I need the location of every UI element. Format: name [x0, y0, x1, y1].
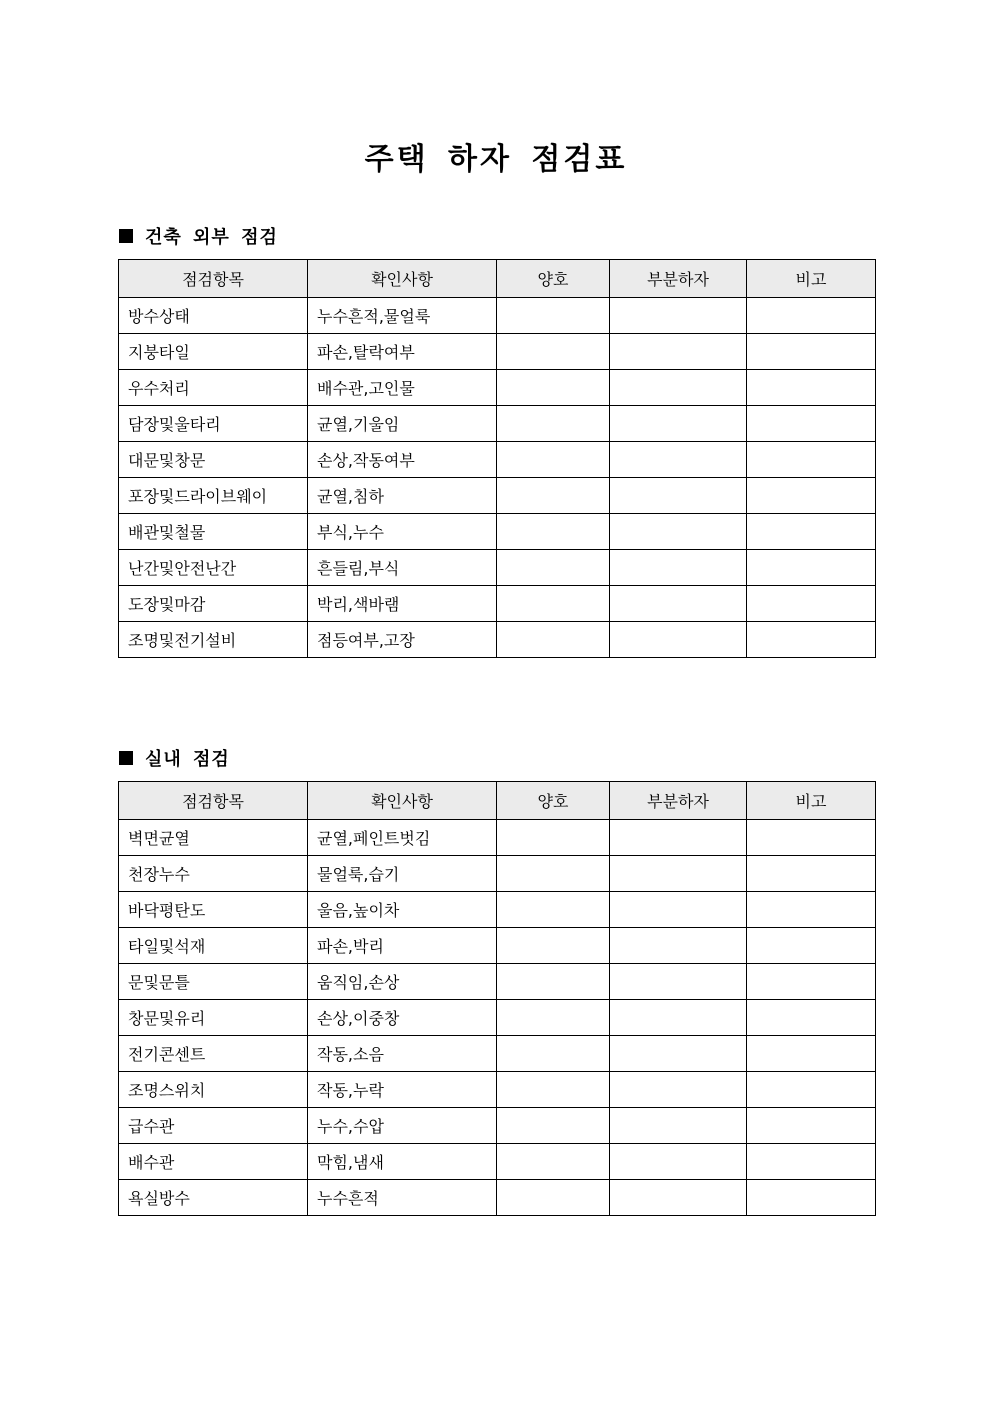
- column-header-good: 양호: [497, 782, 610, 820]
- partial-defect-checkbox-cell[interactable]: [610, 622, 747, 658]
- partial-defect-checkbox-cell[interactable]: [610, 1000, 747, 1036]
- detail-cell: 파손,탈락여부: [308, 334, 497, 370]
- item-cell: 대문및창문: [119, 442, 308, 478]
- note-cell[interactable]: [747, 1036, 876, 1072]
- note-cell[interactable]: [747, 892, 876, 928]
- good-checkbox-cell[interactable]: [497, 928, 610, 964]
- partial-defect-checkbox-cell[interactable]: [610, 586, 747, 622]
- good-checkbox-cell[interactable]: [497, 586, 610, 622]
- good-checkbox-cell[interactable]: [497, 1072, 610, 1108]
- detail-cell: 균열,페인트벗김: [308, 820, 497, 856]
- item-cell: 문및문틀: [119, 964, 308, 1000]
- note-cell[interactable]: [747, 928, 876, 964]
- good-checkbox-cell[interactable]: [497, 820, 610, 856]
- table-row: [119, 406, 876, 442]
- table-row: [119, 442, 876, 478]
- partial-defect-checkbox-cell[interactable]: [610, 928, 747, 964]
- item-cell: 배수관: [119, 1144, 308, 1180]
- item-cell: 조명및전기설비: [119, 622, 308, 658]
- note-cell[interactable]: [747, 622, 876, 658]
- table-header-row: [119, 260, 876, 298]
- square-bullet-icon: [119, 229, 133, 243]
- column-header-detail: 확인사항: [308, 260, 497, 298]
- note-cell[interactable]: [747, 586, 876, 622]
- detail-cell: 작동,누락: [308, 1072, 497, 1108]
- column-header-note: 비고: [747, 260, 876, 298]
- table-row: [119, 1144, 876, 1180]
- table-row: [119, 334, 876, 370]
- table-row: [119, 928, 876, 964]
- item-cell: 배관및철물: [119, 514, 308, 550]
- note-cell[interactable]: [747, 442, 876, 478]
- good-checkbox-cell[interactable]: [497, 1108, 610, 1144]
- note-cell[interactable]: [747, 964, 876, 1000]
- table-row: [119, 1072, 876, 1108]
- partial-defect-checkbox-cell[interactable]: [610, 298, 747, 334]
- partial-defect-checkbox-cell[interactable]: [610, 892, 747, 928]
- table-row: [119, 1000, 876, 1036]
- good-checkbox-cell[interactable]: [497, 1000, 610, 1036]
- item-cell: 도장및마감: [119, 586, 308, 622]
- good-checkbox-cell[interactable]: [497, 478, 610, 514]
- table-row: [119, 820, 876, 856]
- item-cell: 담장및울타리: [119, 406, 308, 442]
- section-heading-interior: [119, 745, 230, 771]
- good-checkbox-cell[interactable]: [497, 514, 610, 550]
- table-row: [119, 622, 876, 658]
- good-checkbox-cell[interactable]: [497, 370, 610, 406]
- item-cell: 방수상태: [119, 298, 308, 334]
- item-cell: 벽면균열: [119, 820, 308, 856]
- note-cell[interactable]: [747, 856, 876, 892]
- partial-defect-checkbox-cell[interactable]: [610, 550, 747, 586]
- item-cell: 타일및석재: [119, 928, 308, 964]
- item-cell: 욕실방수: [119, 1180, 308, 1216]
- partial-defect-checkbox-cell[interactable]: [610, 856, 747, 892]
- column-header-good: 양호: [497, 260, 610, 298]
- item-cell: 급수관: [119, 1108, 308, 1144]
- partial-defect-checkbox-cell[interactable]: [610, 1144, 747, 1180]
- column-header-detail: 확인사항: [308, 782, 497, 820]
- item-cell: 전기콘센트: [119, 1036, 308, 1072]
- note-cell[interactable]: [747, 820, 876, 856]
- note-cell[interactable]: [747, 406, 876, 442]
- table-row: [119, 370, 876, 406]
- partial-defect-checkbox-cell[interactable]: [610, 1180, 747, 1216]
- partial-defect-checkbox-cell[interactable]: [610, 964, 747, 1000]
- item-cell: 지붕타일: [119, 334, 308, 370]
- partial-defect-checkbox-cell[interactable]: [610, 1036, 747, 1072]
- partial-defect-checkbox-cell[interactable]: [610, 1072, 747, 1108]
- good-checkbox-cell[interactable]: [497, 334, 610, 370]
- note-cell[interactable]: [747, 298, 876, 334]
- section-heading-exterior: [119, 223, 278, 249]
- detail-cell: 균열,기울임: [308, 406, 497, 442]
- interior-checklist-table: [118, 781, 876, 1216]
- table-row: [119, 586, 876, 622]
- item-cell: 천장누수: [119, 856, 308, 892]
- note-cell[interactable]: [747, 550, 876, 586]
- good-checkbox-cell[interactable]: [497, 406, 610, 442]
- good-checkbox-cell[interactable]: [497, 892, 610, 928]
- section-heading-label: 실내 점검: [145, 749, 230, 770]
- partial-defect-checkbox-cell[interactable]: [610, 406, 747, 442]
- good-checkbox-cell[interactable]: [497, 1180, 610, 1216]
- detail-cell: 흔들림,부식: [308, 550, 497, 586]
- table-row: [119, 964, 876, 1000]
- item-cell: 조명스위치: [119, 1072, 308, 1108]
- detail-cell: 누수흔적,물얼룩: [308, 298, 497, 334]
- exterior-checklist-table: [118, 259, 876, 658]
- note-cell[interactable]: [747, 514, 876, 550]
- table-row: [119, 514, 876, 550]
- good-checkbox-cell[interactable]: [497, 856, 610, 892]
- column-header-item: 점검항목: [119, 782, 308, 820]
- partial-defect-checkbox-cell[interactable]: [610, 370, 747, 406]
- detail-cell: 작동,소음: [308, 1036, 497, 1072]
- table-row: [119, 892, 876, 928]
- column-header-item: 점검항목: [119, 260, 308, 298]
- note-cell[interactable]: [747, 1072, 876, 1108]
- column-header-partial: 부분하자: [610, 260, 747, 298]
- note-cell[interactable]: [747, 334, 876, 370]
- interior-rows: [119, 820, 876, 1216]
- partial-defect-checkbox-cell[interactable]: [610, 442, 747, 478]
- item-cell: 바닥평탄도: [119, 892, 308, 928]
- good-checkbox-cell[interactable]: [497, 298, 610, 334]
- detail-cell: 파손,박리: [308, 928, 497, 964]
- good-checkbox-cell[interactable]: [497, 442, 610, 478]
- good-checkbox-cell[interactable]: [497, 964, 610, 1000]
- item-cell: 포장및드라이브웨이: [119, 478, 308, 514]
- detail-cell: 박리,색바램: [308, 586, 497, 622]
- note-cell[interactable]: [747, 1180, 876, 1216]
- partial-defect-checkbox-cell[interactable]: [610, 334, 747, 370]
- detail-cell: 배수관,고인물: [308, 370, 497, 406]
- detail-cell: 손상,작동여부: [308, 442, 497, 478]
- note-cell[interactable]: [747, 1000, 876, 1036]
- table-row: [119, 298, 876, 334]
- item-cell: 창문및유리: [119, 1000, 308, 1036]
- section-heading-label: 건축 외부 점검: [145, 227, 278, 248]
- table-row: [119, 1180, 876, 1216]
- detail-cell: 누수,수압: [308, 1108, 497, 1144]
- detail-cell: 누수흔적: [308, 1180, 497, 1216]
- table-row: [119, 856, 876, 892]
- note-cell[interactable]: [747, 1144, 876, 1180]
- detail-cell: 부식,누수: [308, 514, 497, 550]
- detail-cell: 손상,이중창: [308, 1000, 497, 1036]
- column-header-partial: 부분하자: [610, 782, 747, 820]
- note-cell[interactable]: [747, 478, 876, 514]
- partial-defect-checkbox-cell[interactable]: [610, 1108, 747, 1144]
- good-checkbox-cell[interactable]: [497, 1036, 610, 1072]
- item-cell: 난간및안전난간: [119, 550, 308, 586]
- detail-cell: 물얼룩,습기: [308, 856, 497, 892]
- table-row: [119, 1036, 876, 1072]
- partial-defect-checkbox-cell[interactable]: [610, 478, 747, 514]
- table-row: [119, 550, 876, 586]
- square-bullet-icon: [119, 751, 133, 765]
- exterior-rows: [119, 298, 876, 658]
- detail-cell: 울음,높이차: [308, 892, 497, 928]
- good-checkbox-cell[interactable]: [497, 550, 610, 586]
- column-header-note: 비고: [747, 782, 876, 820]
- detail-cell: 움직임,손상: [308, 964, 497, 1000]
- good-checkbox-cell[interactable]: [497, 622, 610, 658]
- table-row: [119, 1108, 876, 1144]
- detail-cell: 균열,침하: [308, 478, 497, 514]
- item-cell: 우수처리: [119, 370, 308, 406]
- note-cell[interactable]: [747, 370, 876, 406]
- table-row: [119, 478, 876, 514]
- partial-defect-checkbox-cell[interactable]: [610, 820, 747, 856]
- table-header-row: [119, 782, 876, 820]
- detail-cell: 점등여부,고장: [308, 622, 497, 658]
- detail-cell: 막힘,냄새: [308, 1144, 497, 1180]
- partial-defect-checkbox-cell[interactable]: [610, 514, 747, 550]
- good-checkbox-cell[interactable]: [497, 1144, 610, 1180]
- note-cell[interactable]: [747, 1108, 876, 1144]
- document-title: 주택 하자 점검표: [364, 142, 628, 177]
